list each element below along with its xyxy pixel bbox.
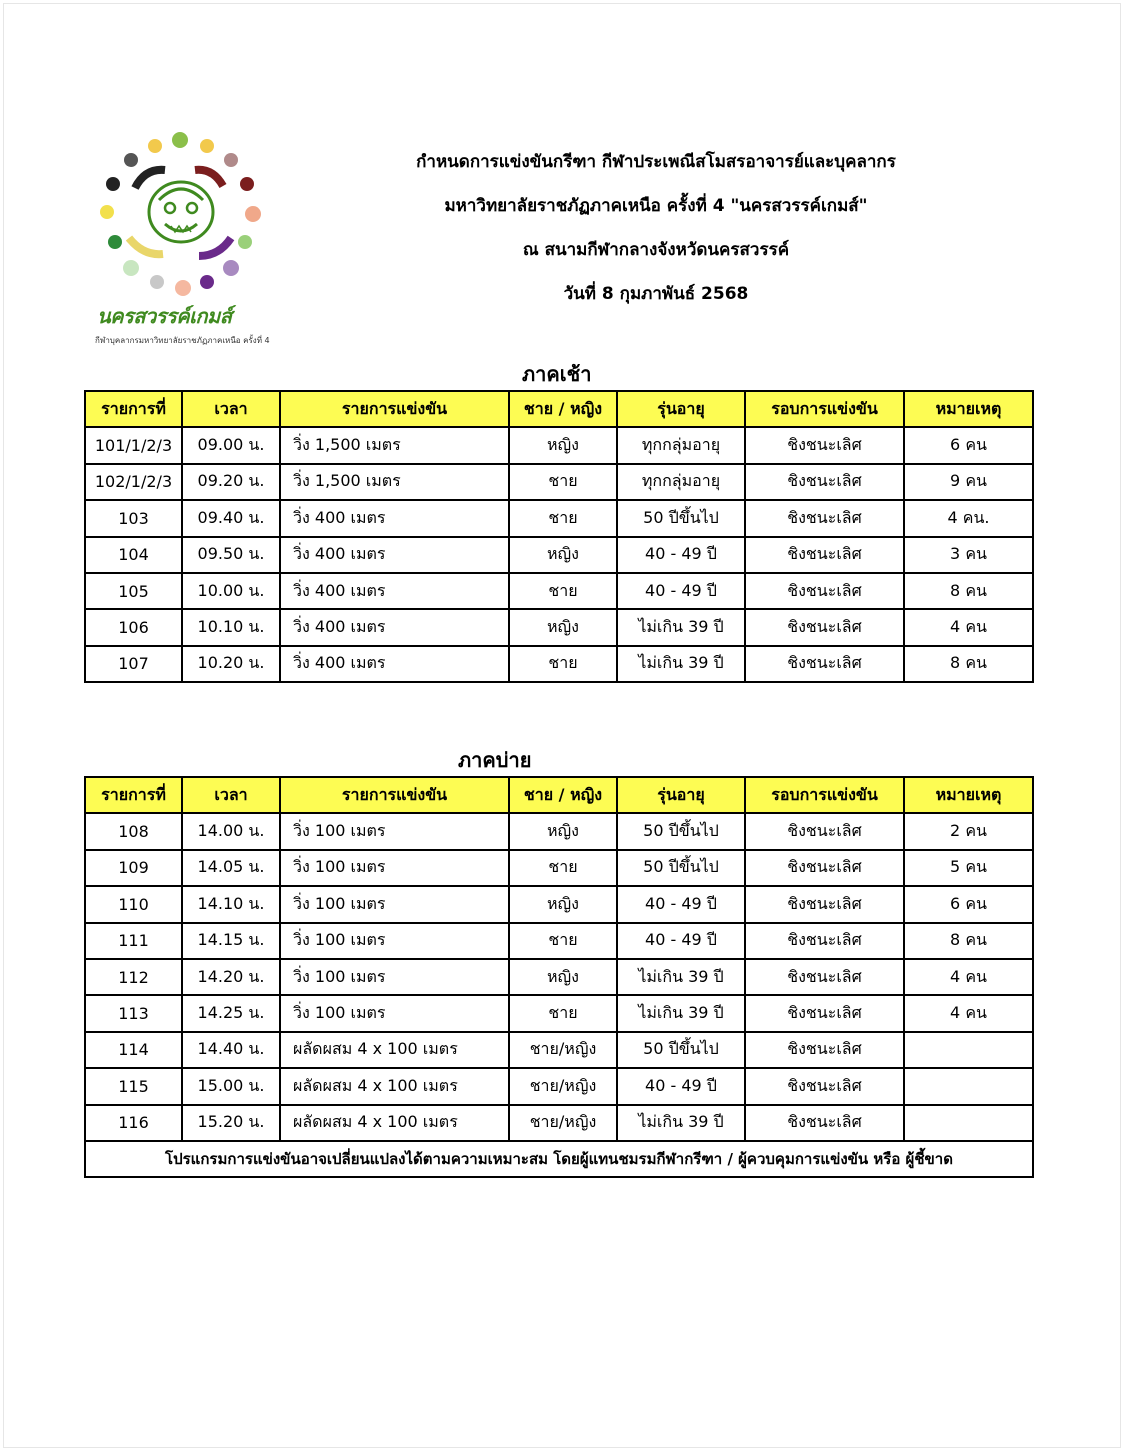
cell-round: ชิงชนะเลิศ xyxy=(745,813,904,849)
cell-event-number: 103 xyxy=(85,500,182,536)
cell-round: ชิงชนะเลิศ xyxy=(745,609,904,645)
cell-round: ชิงชนะเลิศ xyxy=(745,995,904,1031)
table-header-row xyxy=(85,777,1033,813)
cell-gender: หญิง xyxy=(509,427,617,463)
cell-remark: 3 คน xyxy=(904,537,1033,573)
column-header-remark: หมายเหตุ xyxy=(904,391,1033,427)
cell-event-name: วิ่ง 100 เมตร xyxy=(280,995,509,1031)
cell-gender: ชาย xyxy=(509,500,617,536)
cell-remark: 4 คน xyxy=(904,959,1033,995)
cell-event-number: 113 xyxy=(85,995,182,1031)
cell-event-name: วิ่ง 1,500 เมตร xyxy=(280,427,509,463)
cell-event-number: 111 xyxy=(85,923,182,959)
cell-time: 09.20 น. xyxy=(182,464,280,500)
header-line-3: ณ สนามกีฬากลางจังหวัดนครสวรรค์ xyxy=(522,240,790,260)
cell-age-group: 50 ปีขึ้นไป xyxy=(617,1032,745,1068)
cell-remark: 6 คน xyxy=(904,427,1033,463)
cell-time: 14.10 น. xyxy=(182,886,280,922)
cell-gender: ชาย/หญิง xyxy=(509,1068,617,1104)
cell-round: ชิงชนะเลิศ xyxy=(745,573,904,609)
column-header-age-group: รุ่นอายุ xyxy=(617,391,745,427)
cell-round: ชิงชนะเลิศ xyxy=(745,537,904,573)
cell-event-number: 102/1/2/3 xyxy=(85,464,182,500)
cell-event-name: วิ่ง 400 เมตร xyxy=(280,646,509,682)
cell-gender: ชาย xyxy=(509,573,617,609)
cell-gender: ชาย xyxy=(509,646,617,682)
table-row xyxy=(85,923,1033,959)
table-row xyxy=(85,500,1033,536)
cell-time: 09.40 น. xyxy=(182,500,280,536)
cell-remark: 8 คน xyxy=(904,573,1033,609)
cell-age-group: ไม่เกิน 39 ปี xyxy=(617,646,745,682)
cell-time: 15.20 น. xyxy=(182,1105,280,1141)
cell-age-group: ไม่เกิน 39 ปี xyxy=(617,1105,745,1141)
cell-event-number: 105 xyxy=(85,573,182,609)
cell-round: ชิงชนะเลิศ xyxy=(745,850,904,886)
column-header-event-number: รายการที่ xyxy=(85,391,182,427)
cell-round: ชิงชนะเลิศ xyxy=(745,646,904,682)
cell-age-group: ไม่เกิน 39 ปี xyxy=(617,609,745,645)
column-header-event-name: รายการแข่งขัน xyxy=(280,777,509,813)
cell-gender: ชาย/หญิง xyxy=(509,1105,617,1141)
cell-time: 09.50 น. xyxy=(182,537,280,573)
cell-event-name: วิ่ง 400 เมตร xyxy=(280,500,509,536)
cell-event-name: วิ่ง 100 เมตร xyxy=(280,959,509,995)
cell-time: 14.20 น. xyxy=(182,959,280,995)
cell-remark: 6 คน xyxy=(904,886,1033,922)
cell-event-name: วิ่ง 100 เมตร xyxy=(280,850,509,886)
cell-event-name: วิ่ง 100 เมตร xyxy=(280,923,509,959)
cell-time: 14.00 น. xyxy=(182,813,280,849)
cell-round: ชิงชนะเลิศ xyxy=(745,959,904,995)
table-row xyxy=(85,995,1033,1031)
cell-time: 14.15 น. xyxy=(182,923,280,959)
table-row xyxy=(85,1105,1033,1141)
column-header-gender: ชาย / หญิง xyxy=(509,777,617,813)
logo-subtitle: กีฬาบุคลากรมหาวิทยาลัยราชภัฏภาคเหนือ ครั้งที่ 4 xyxy=(95,336,270,345)
header-line-1: กำหนดการแข่งขันกรีฑา กีฬาประเพณีสโมสรอาจารย์และบุคลากร xyxy=(416,152,896,172)
table-header-row xyxy=(85,391,1033,427)
table-row xyxy=(85,1032,1033,1068)
logo-emblem-icon xyxy=(95,128,265,298)
cell-age-group: 50 ปีขึ้นไป xyxy=(617,850,745,886)
column-header-gender: ชาย / หญิง xyxy=(509,391,617,427)
cell-event-number: 104 xyxy=(85,537,182,573)
cell-gender: หญิง xyxy=(509,959,617,995)
column-header-event-name: รายการแข่งขัน xyxy=(280,391,509,427)
table-row xyxy=(85,646,1033,682)
cell-event-number: 108 xyxy=(85,813,182,849)
cell-gender: หญิง xyxy=(509,609,617,645)
cell-age-group: ไม่เกิน 39 ปี xyxy=(617,959,745,995)
column-header-round: รอบการแข่งขัน xyxy=(745,391,904,427)
cell-round: ชิงชนะเลิศ xyxy=(745,886,904,922)
table-row xyxy=(85,609,1033,645)
cell-age-group: ทุกกลุ่มอายุ xyxy=(617,427,745,463)
cell-event-name: วิ่ง 1,500 เมตร xyxy=(280,464,509,500)
document-header xyxy=(360,140,952,316)
cell-event-name: วิ่ง 100 เมตร xyxy=(280,886,509,922)
column-header-event-number: รายการที่ xyxy=(85,777,182,813)
cell-time: 14.40 น. xyxy=(182,1032,280,1068)
cell-event-number: 112 xyxy=(85,959,182,995)
cell-remark: 4 คน xyxy=(904,609,1033,645)
table-row xyxy=(85,464,1033,500)
cell-remark xyxy=(904,1105,1033,1141)
cell-event-number: 107 xyxy=(85,646,182,682)
cell-event-number: 110 xyxy=(85,886,182,922)
cell-remark: 8 คน xyxy=(904,923,1033,959)
event-logo xyxy=(95,128,280,353)
column-header-round: รอบการแข่งขัน xyxy=(745,777,904,813)
cell-event-number: 115 xyxy=(85,1068,182,1104)
cell-age-group: 50 ปีขึ้นไป xyxy=(617,500,745,536)
cell-event-number: 106 xyxy=(85,609,182,645)
table-row xyxy=(85,959,1033,995)
table-row xyxy=(85,537,1033,573)
column-header-remark: หมายเหตุ xyxy=(904,777,1033,813)
cell-time: 10.10 น. xyxy=(182,609,280,645)
logo-title: นครสวรรค์เกมส์ xyxy=(97,304,232,328)
column-header-time: เวลา xyxy=(182,391,280,427)
cell-event-number: 101/1/2/3 xyxy=(85,427,182,463)
cell-round: ชิงชนะเลิศ xyxy=(745,1068,904,1104)
cell-round: ชิงชนะเลิศ xyxy=(745,923,904,959)
cell-age-group: 50 ปีขึ้นไป xyxy=(617,813,745,849)
cell-gender: ชาย/หญิง xyxy=(509,1032,617,1068)
column-header-age-group: รุ่นอายุ xyxy=(617,777,745,813)
cell-gender: ชาย xyxy=(509,923,617,959)
table-row xyxy=(85,850,1033,886)
cell-gender: หญิง xyxy=(509,886,617,922)
header-line-2: มหาวิทยาลัยราชภัฏภาคเหนือ ครั้งที่ 4 "นครสวรรค์เกมส์" xyxy=(444,196,868,216)
afternoon-section-title: ภาคบ่าย xyxy=(458,748,532,772)
cell-round: ชิงชนะเลิศ xyxy=(745,464,904,500)
morning-schedule-table xyxy=(84,390,1034,683)
table-row xyxy=(85,573,1033,609)
column-header-time: เวลา xyxy=(182,777,280,813)
cell-time: 10.20 น. xyxy=(182,646,280,682)
cell-gender: หญิง xyxy=(509,537,617,573)
cell-event-name: ผลัดผสม 4 x 100 เมตร xyxy=(280,1068,509,1104)
cell-event-name: วิ่ง 400 เมตร xyxy=(280,573,509,609)
cell-age-group: 40 - 49 ปี xyxy=(617,923,745,959)
cell-event-number: 109 xyxy=(85,850,182,886)
cell-event-name: วิ่ง 400 เมตร xyxy=(280,609,509,645)
morning-section-title: ภาคเช้า xyxy=(522,362,592,386)
cell-age-group: 40 - 49 ปี xyxy=(617,1068,745,1104)
cell-time: 14.05 น. xyxy=(182,850,280,886)
cell-remark xyxy=(904,1032,1033,1068)
cell-gender: ชาย xyxy=(509,464,617,500)
cell-round: ชิงชนะเลิศ xyxy=(745,1032,904,1068)
cell-event-number: 114 xyxy=(85,1032,182,1068)
cell-time: 14.25 น. xyxy=(182,995,280,1031)
cell-event-name: ผลัดผสม 4 x 100 เมตร xyxy=(280,1032,509,1068)
cell-gender: ชาย xyxy=(509,850,617,886)
cell-round: ชิงชนะเลิศ xyxy=(745,427,904,463)
schedule-footnote: โปรแกรมการแข่งขันอาจเปลี่ยนแปลงได้ตามความเหมาะสม โดยผู้แทนชมรมกีฬากรีฑา / ผู้ควบคุมการแข่งขัน หรือ ผู้ชี้ขาด xyxy=(85,1141,1033,1177)
table-row xyxy=(85,1068,1033,1104)
cell-event-name: ผลัดผสม 4 x 100 เมตร xyxy=(280,1105,509,1141)
footnote-row xyxy=(85,1141,1033,1177)
cell-age-group: 40 - 49 ปี xyxy=(617,573,745,609)
cell-age-group: ไม่เกิน 39 ปี xyxy=(617,995,745,1031)
cell-age-group: ทุกกลุ่มอายุ xyxy=(617,464,745,500)
cell-remark: 4 คน. xyxy=(904,500,1033,536)
cell-event-number: 116 xyxy=(85,1105,182,1141)
header-line-4: วันที่ 8 กุมภาพันธ์ 2568 xyxy=(563,284,749,304)
cell-gender: หญิง xyxy=(509,813,617,849)
afternoon-schedule-table xyxy=(84,776,1034,1178)
cell-remark: 9 คน xyxy=(904,464,1033,500)
cell-age-group: 40 - 49 ปี xyxy=(617,537,745,573)
cell-remark: 8 คน xyxy=(904,646,1033,682)
cell-event-name: วิ่ง 400 เมตร xyxy=(280,537,509,573)
cell-remark: 4 คน xyxy=(904,995,1033,1031)
cell-remark xyxy=(904,1068,1033,1104)
cell-round: ชิงชนะเลิศ xyxy=(745,1105,904,1141)
cell-remark: 5 คน xyxy=(904,850,1033,886)
cell-remark: 2 คน xyxy=(904,813,1033,849)
cell-time: 09.00 น. xyxy=(182,427,280,463)
table-row xyxy=(85,813,1033,849)
cell-gender: ชาย xyxy=(509,995,617,1031)
table-row xyxy=(85,886,1033,922)
cell-time: 15.00 น. xyxy=(182,1068,280,1104)
cell-age-group: 40 - 49 ปี xyxy=(617,886,745,922)
cell-time: 10.00 น. xyxy=(182,573,280,609)
cell-event-name: วิ่ง 100 เมตร xyxy=(280,813,509,849)
cell-round: ชิงชนะเลิศ xyxy=(745,500,904,536)
table-row xyxy=(85,427,1033,463)
